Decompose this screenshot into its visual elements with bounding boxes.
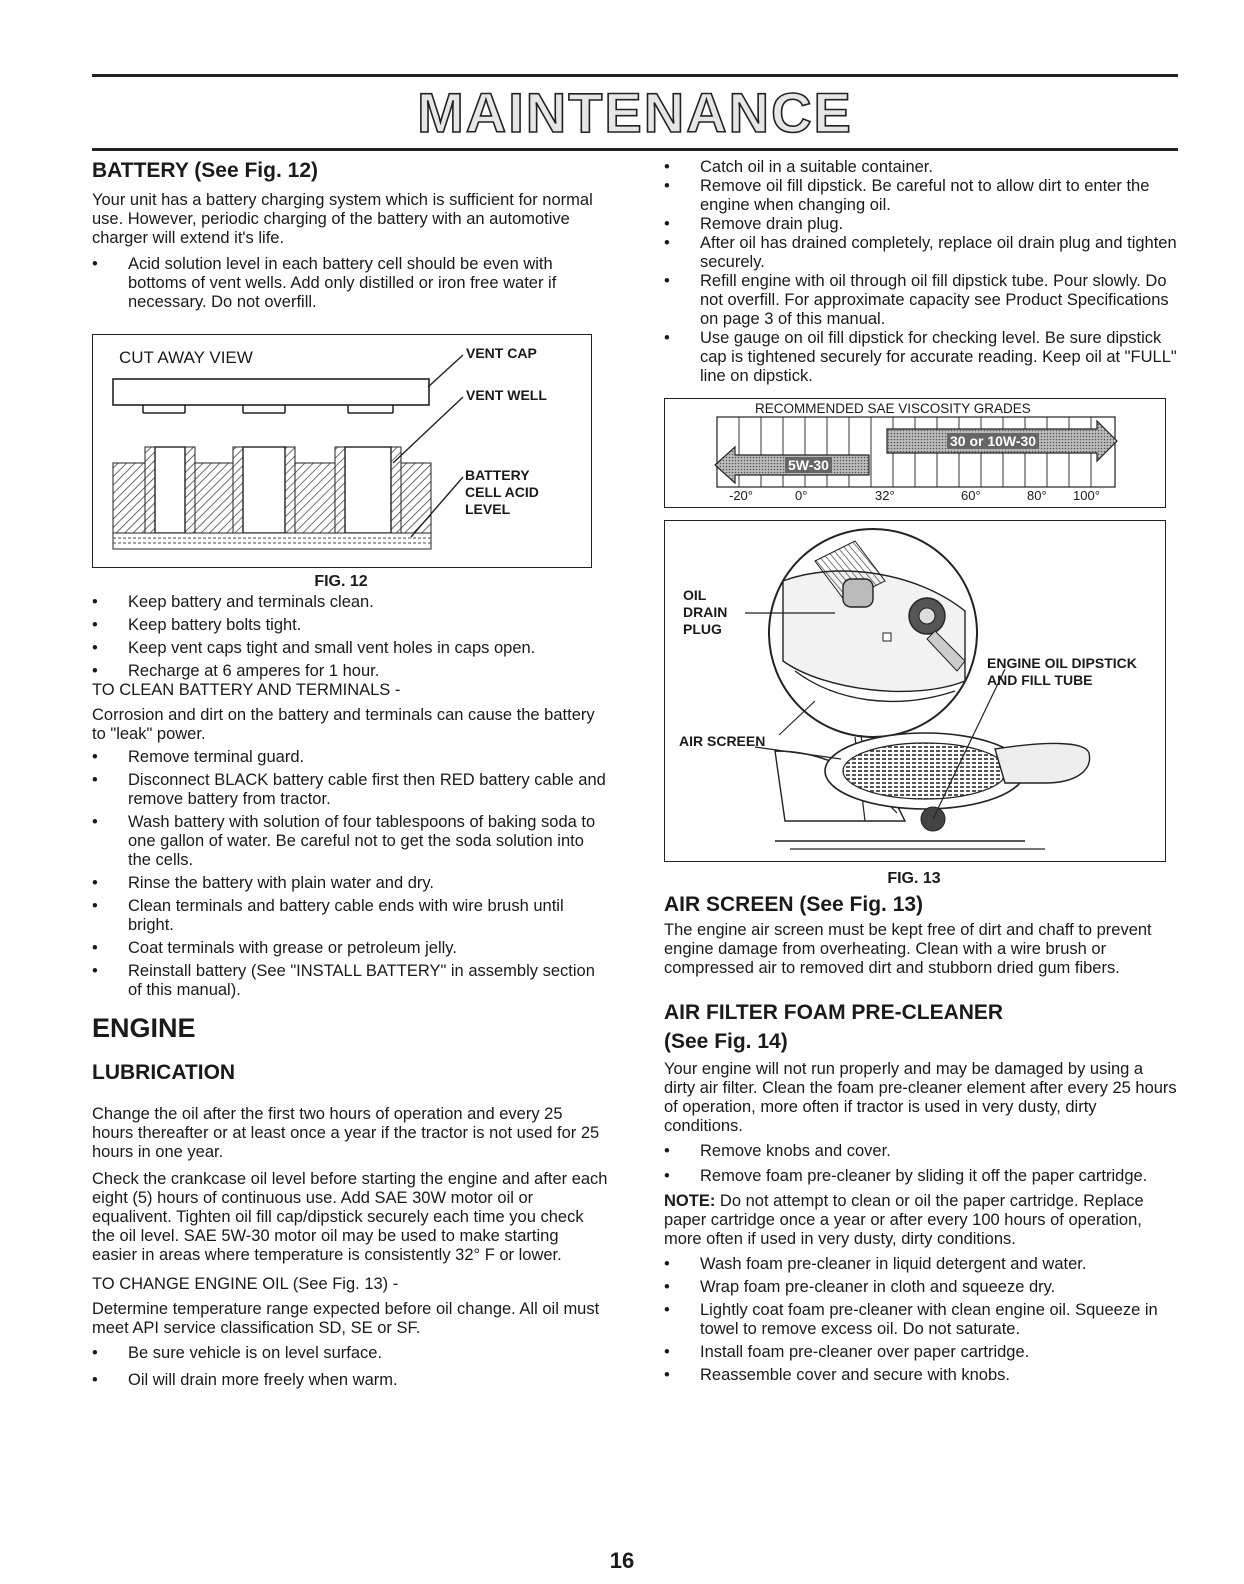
list-item: • Remove knobs and cover. [664,1142,1178,1161]
list-item: • Reassemble cover and secure with knobs. [664,1366,1178,1385]
list-item: • Remove terminal guard. [92,748,608,767]
change-oil-steps-right [664,158,1178,386]
battery-cutaway-diagram [93,335,591,567]
list-item: • Use gauge on oil fill dipstick for checking level. Be sure dipstick cap is tightened securely for accurate reading. Keep oil at "FULL" line on dipstick. [664,329,1178,386]
header-rule-bottom [92,148,1178,151]
list-item: • Rinse the battery with plain water and dry. [92,874,608,893]
cutaway-view-label: CUT AWAY VIEW [119,348,253,367]
clean-battery-heading: TO CLEAN BATTERY AND TERMINALS - [92,681,401,699]
air-filter-steps-b [664,1255,1178,1385]
list-item: • Lightly coat foam pre-cleaner with clean engine oil. Squeeze in towel to remove excess oil. Do not saturate. [664,1301,1178,1339]
list-item: • Remove oil fill dipstick. Be careful not to allow dirt to enter the engine when changing oil. [664,177,1178,215]
vent-well-label: VENT WELL [466,387,547,403]
note-text: Do not attempt to clean or oil the paper cartridge. Replace paper cartridge once a year or after every 100 hours of operation, more often if used in very dusty, dirty conditions. [664,1192,1144,1248]
battery-intro: Your unit has a battery charging system which is sufficient for normal use. However, periodic charging of the battery with an automotive charger will extend it's life. [92,191,593,247]
list-item: • Reinstall battery (See "INSTALL BATTERY" in assembly section of this manual). [92,962,608,1000]
list-item: • Coat terminals with grease or petroleum jelly. [92,939,608,958]
list-item: • Wash foam pre-cleaner in liquid detergent and water. [664,1255,1178,1274]
list-item: • Keep battery and terminals clean. [92,593,608,612]
change-oil-steps-left [92,1344,608,1390]
fig13-caption: FIG. 13 [887,870,941,887]
viscosity-chart [664,398,1166,508]
temp-tick-label: -20° [729,488,753,503]
list-item: • Recharge at 6 amperes for 1 hour. [92,662,608,681]
list-item: • Remove foam pre-cleaner by sliding it off the paper cartridge. [664,1167,1178,1186]
list-item: • Wash battery with solution of four tablespoons of baking soda to one gallon of water. Be careful not to get the soda solution into the cells. [92,813,608,870]
list-item: • Refill engine with oil through oil fill dipstick tube. Pour slowly. Do not overfill. For approximate capacity see Product Specifications on page 3 of this manual. [664,272,1178,329]
engine-illustration [665,521,1165,861]
list-item: • Oil will drain more freely when warm. [92,1371,608,1390]
air-filter-subheading: (See Fig. 14) [664,1030,788,1053]
oil-check-text: Check the crankcase oil level before starting the engine and after each eight (5) hours of continuous use. Add SAE 30W motor oil or equalivent. Tighten oil fill cap/dipstick securely each time you check the oil level. SAE 5W-30 motor oil may be used to make starting easier in areas where temperature is consistently 32° F or lower. [92,1170,608,1264]
grade-high-label: 30 or 10W-30 [947,433,1039,449]
air-filter-intro: Your engine will not run properly and may be damaged by using a dirty air filter. Clean the foam pre-cleaner element after every 25 hours of operation, more often if tractor is used in very dusty, dirty conditions. [664,1060,1177,1135]
note-label: NOTE: [664,1192,716,1210]
clean-battery-steps [92,748,608,1000]
air-filter-steps-a [664,1142,1178,1186]
list-item: • Be sure vehicle is on level surface. [92,1344,608,1363]
temp-tick-label: 60° [961,488,981,503]
change-oil-intro: Determine temperature range expected before oil change. All oil must meet API service classification SD, SE or SF. [92,1300,600,1337]
temp-tick-label: 100° [1073,488,1100,503]
battery-cutaway-figure [92,334,592,568]
vent-cap-label: VENT CAP [466,345,537,361]
right-column [664,156,1178,1385]
list-item: • Keep vent caps tight and small vent holes in caps open. [92,639,608,658]
viscosity-chart-title: RECOMMENDED SAE VISCOSITY GRADES [755,401,1031,416]
list-item: • Acid solution level in each battery cell should be even with bottoms of vent wells. Add only distilled or iron free water if necessary. Do not overfill. [92,255,608,312]
left-column [92,156,608,1390]
list-item: • Install foam pre-cleaner over paper cartridge. [664,1343,1178,1362]
battery-care-list [92,593,608,681]
battery-heading: BATTERY (See Fig. 12) [92,159,318,182]
battery-acid-list [92,255,608,312]
acid-level-label: BATTERY CELL ACID LEVEL [465,467,539,517]
list-item: • After oil has drained completely, replace oil drain plug and tighten securely. [664,234,1178,272]
air-filter-note [664,1192,1178,1249]
page-title: MAINTENANCE [417,81,853,144]
fig12-caption: FIG. 12 [314,573,368,590]
air-screen-label: AIR SCREEN [679,733,766,749]
air-filter-heading: AIR FILTER FOAM PRE-CLEANER [664,1001,1004,1024]
oil-drain-plug-label: OIL DRAIN PLUG [683,587,728,637]
grade-low-label: 5W-30 [785,457,832,473]
engine-heading: ENGINE [92,1013,196,1043]
list-item: • Keep battery bolts tight. [92,616,608,635]
list-item: • Remove drain plug. [664,215,1178,234]
change-oil-heading: TO CHANGE ENGINE OIL (See Fig. 13) - [92,1275,399,1293]
lubrication-heading: LUBRICATION [92,1061,236,1084]
dipstick-label: ENGINE OIL DIPSTICK AND FILL TUBE [987,655,1137,688]
list-item: • Catch oil in a suitable container. [664,158,1178,177]
engine-oil-figure [664,520,1166,862]
clean-battery-intro: Corrosion and dirt on the battery and terminals can cause the battery to "leak" power. [92,706,595,743]
header-rule-top [92,74,1178,77]
list-item: • Clean terminals and battery cable ends with wire brush until bright. [92,897,608,935]
list-item: • Wrap foam pre-cleaner in cloth and squeeze dry. [664,1278,1178,1297]
temp-tick-label: 80° [1027,488,1047,503]
page-number: 16 [609,1548,635,1573]
air-screen-text: The engine air screen must be kept free of dirt and chaff to prevent engine damage from overheating. Clean with a wire brush or compressed air to removed dirt and stubborn dried gum fibers. [664,921,1152,977]
list-item: • Disconnect BLACK battery cable first then RED battery cable and remove battery from tractor. [92,771,608,809]
temp-tick-label: 0° [795,488,808,503]
oil-change-interval-text: Change the oil after the first two hours of operation and every 25 hours thereafter or at least once a year if the tractor is not used for 25 hours in one year. [92,1105,600,1161]
air-screen-heading: AIR SCREEN (See Fig. 13) [664,893,924,916]
temp-tick-label: 32° [875,488,895,503]
